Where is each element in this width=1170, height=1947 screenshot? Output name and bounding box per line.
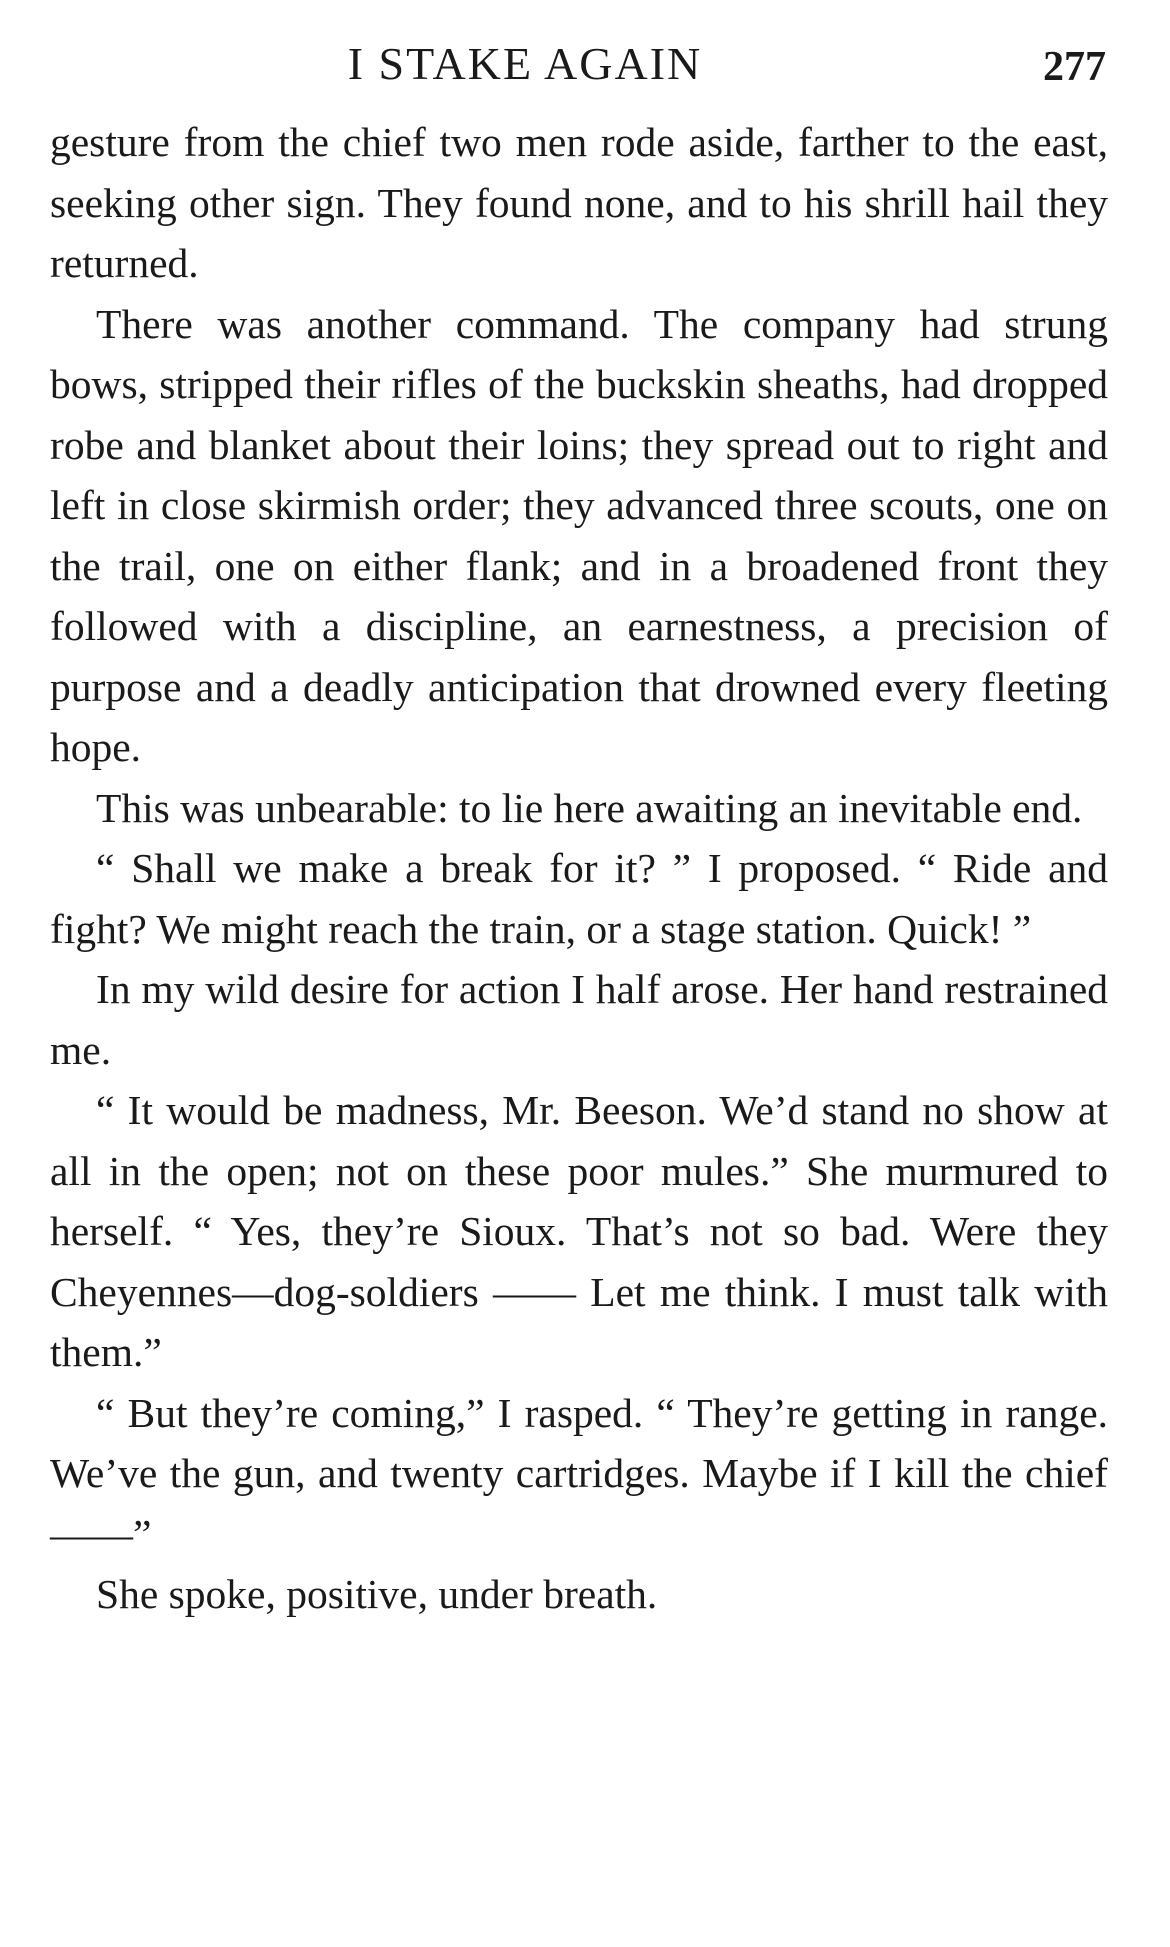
paragraph: There was another command. The company had strung bows, stripped their rifles of the buckskin sheaths, had dropped robe and blanket about their loins; they spread out to right and left in close skirmish order; they advanced three scouts, one on the trail, one on either flank; and in a broadened front they followed with a discipline, an earnestness, a precision of purpose and a deadly anticipation that drowned every fleeting hope. <box>50 300 1108 770</box>
paragraph: “ Shall we make a break for it? ” I proposed. “ Ride and fight? We might reach the train, or a stage station. Quick! ” <box>50 845 1108 952</box>
paragraph: “ It would be madness, Mr. Beeson. We’d stand no show at all in the open; not on these poor mules.” She murmured to herself. “ Yes, they’re Sioux. That’s not so bad. Were they Cheyennes—dog-soldiers —— Let me think. I must talk with them.” <box>50 1087 1108 1375</box>
paragraph-continuation: gesture from the chief two men rode aside, farther to the east, seeking other sign. They found none, and to his shrill hail they returned. <box>50 119 1108 286</box>
paragraph: In my wild desire for action I half arose. Her hand restrained me. <box>50 966 1108 1073</box>
running-head <box>0 34 1170 94</box>
text-body <box>50 112 1108 1625</box>
paragraph: This was unbearable: to lie here awaiting an inevitable end. <box>96 784 1083 831</box>
page-number: 277 <box>1043 44 1106 90</box>
paragraph: “ But they’re coming,” I rasped. “ They’re getting in range. We’ve the gun, and twenty cartridges. Maybe if I kill the chief ——” <box>50 1389 1108 1557</box>
chapter-title: I STAKE AGAIN <box>347 38 703 89</box>
paragraph: She spoke, positive, under breath. <box>96 1571 658 1617</box>
